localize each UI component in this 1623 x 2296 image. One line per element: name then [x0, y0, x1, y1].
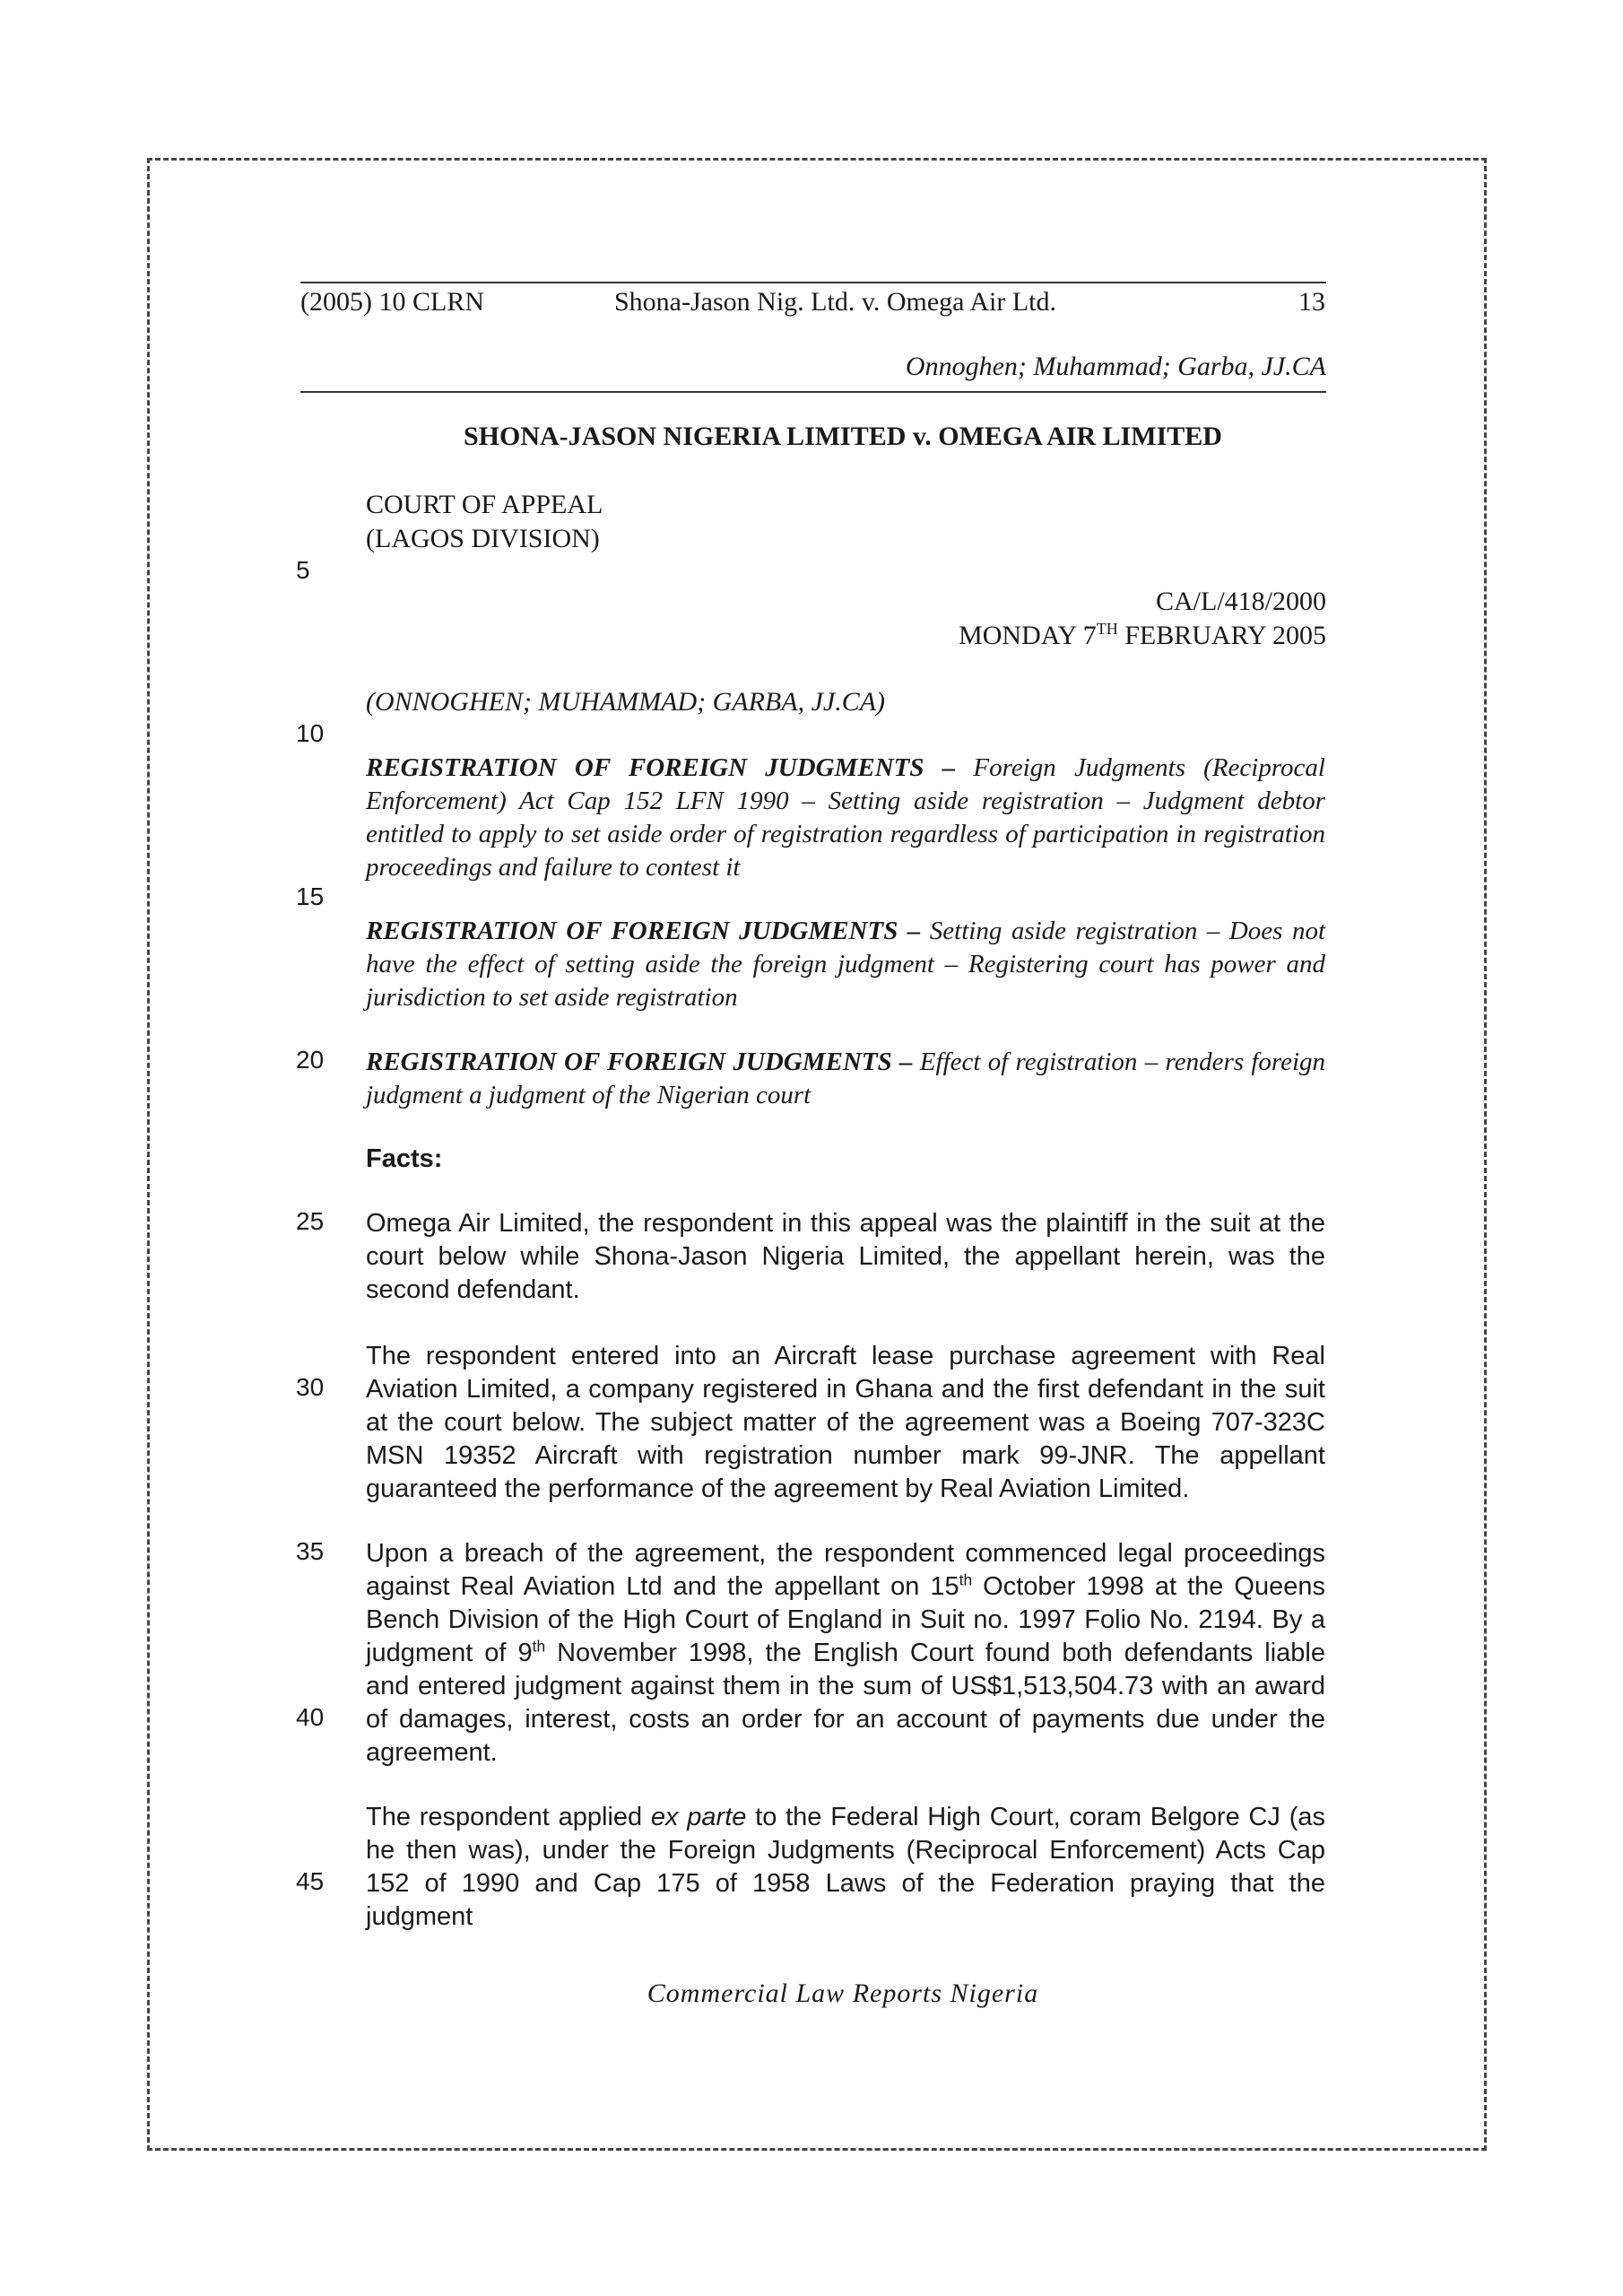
court-division: (LAGOS DIVISION) — [366, 524, 600, 553]
court-block — [366, 488, 603, 556]
line-number: 30 — [296, 1373, 325, 1401]
header-case-short: Shona-Jason Nig. Ltd. v. Omega Air Ltd. — [614, 287, 1056, 317]
footer-publication: Commercial Law Reports Nigeria — [647, 1979, 1039, 2008]
court-name: COURT OF APPEAL — [366, 490, 603, 519]
coram: (ONNOGHEN; MUHAMMAD; GARBA, JJ.CA) — [366, 687, 886, 717]
line-number: 20 — [296, 1046, 325, 1074]
line-number: 5 — [296, 556, 310, 584]
headnote-1: REGISTRATION OF FOREIGN JUDGMENTS – Foreign Judgments (Reciprocal Enforcement) Act Cap 152 LFN 1990 – Setting aside registration – Judgment debtor entitled to apply to set aside order of registration regardless of participation in registration proceedings and failure to contest it — [366, 753, 1325, 882]
header-judges: Onnoghen; Muhammad; Garba, JJ.CA — [905, 352, 1326, 381]
line-number: 15 — [296, 883, 325, 910]
headnote-3: REGISTRATION OF FOREIGN JUDGMENTS – Effect of registration – renders foreign judgment a judgment of the Nigerian court — [366, 1048, 1325, 1109]
header-bottom-rule — [300, 391, 1326, 393]
line-number: 10 — [296, 719, 325, 747]
header-page-number: 13 — [1298, 287, 1325, 317]
facts-paragraph-4: The respondent applied ex parte to the Federal High Court, coram Belgore CJ (as he then was), under the Foreign Judgments (Reciprocal Enforcement) Acts Cap 152 of 1990 and Cap 175 of 1958 Laws of the Federation praying that the judgment — [366, 1803, 1325, 1931]
case-number: CA/L/418/2000 — [1155, 587, 1326, 616]
header-citation: (2005) 10 CLRN — [300, 287, 484, 317]
line-number: 45 — [296, 1867, 325, 1895]
facts-paragraph-3: Upon a breach of the agreement, the respondent commenced legal proceedings against Real Aviation Ltd and the appellant on 15th October 1998 at the Queens Bench Division of the High Court of England in Suit no. 1997 Folio No. 2194. By a judgment of 9th November 1998, the English Court found both defendants liable and entered judgment against them in the sum of US$1,513,504.73 with an award of damages, interest, costs an order for an account of payments due under the agreement. — [366, 1539, 1325, 1767]
line-number: 40 — [296, 1703, 325, 1731]
header-top-rule — [300, 282, 1326, 283]
case-title: SHONA-JASON NIGERIA LIMITED v. OMEGA AIR LIMITED — [464, 422, 1222, 451]
line-number: 35 — [296, 1537, 325, 1565]
line-number: 25 — [296, 1207, 325, 1235]
facts-paragraph-2: The respondent entered into an Aircraft lease purchase agreement with Real Aviation Limited, a company registered in Ghana and the first defendant in the suit at the court below. The subject matter of the agreement was a Boeing 707-323C MSN 19352 Aircraft with registration number mark 99-JNR. The appellant guaranteed the performance of the agreement by Real Aviation Limited. — [366, 1342, 1325, 1503]
facts-heading: Facts: — [366, 1144, 443, 1173]
headnote-2: REGISTRATION OF FOREIGN JUDGMENTS – Setting aside registration – Does not have the effect of setting aside the foreign judgment – Registering court has power and jurisdiction to set aside registration — [366, 917, 1326, 1012]
facts-paragraph-1: Omega Air Limited, the respondent in this appeal was the plaintiff in the suit at the court below while Shona-Jason Nigeria Limited, the appellant herein, was the second defendant. — [366, 1209, 1325, 1304]
judgment-date: MONDAY 7TH FEBRUARY 2005 — [959, 620, 1326, 650]
